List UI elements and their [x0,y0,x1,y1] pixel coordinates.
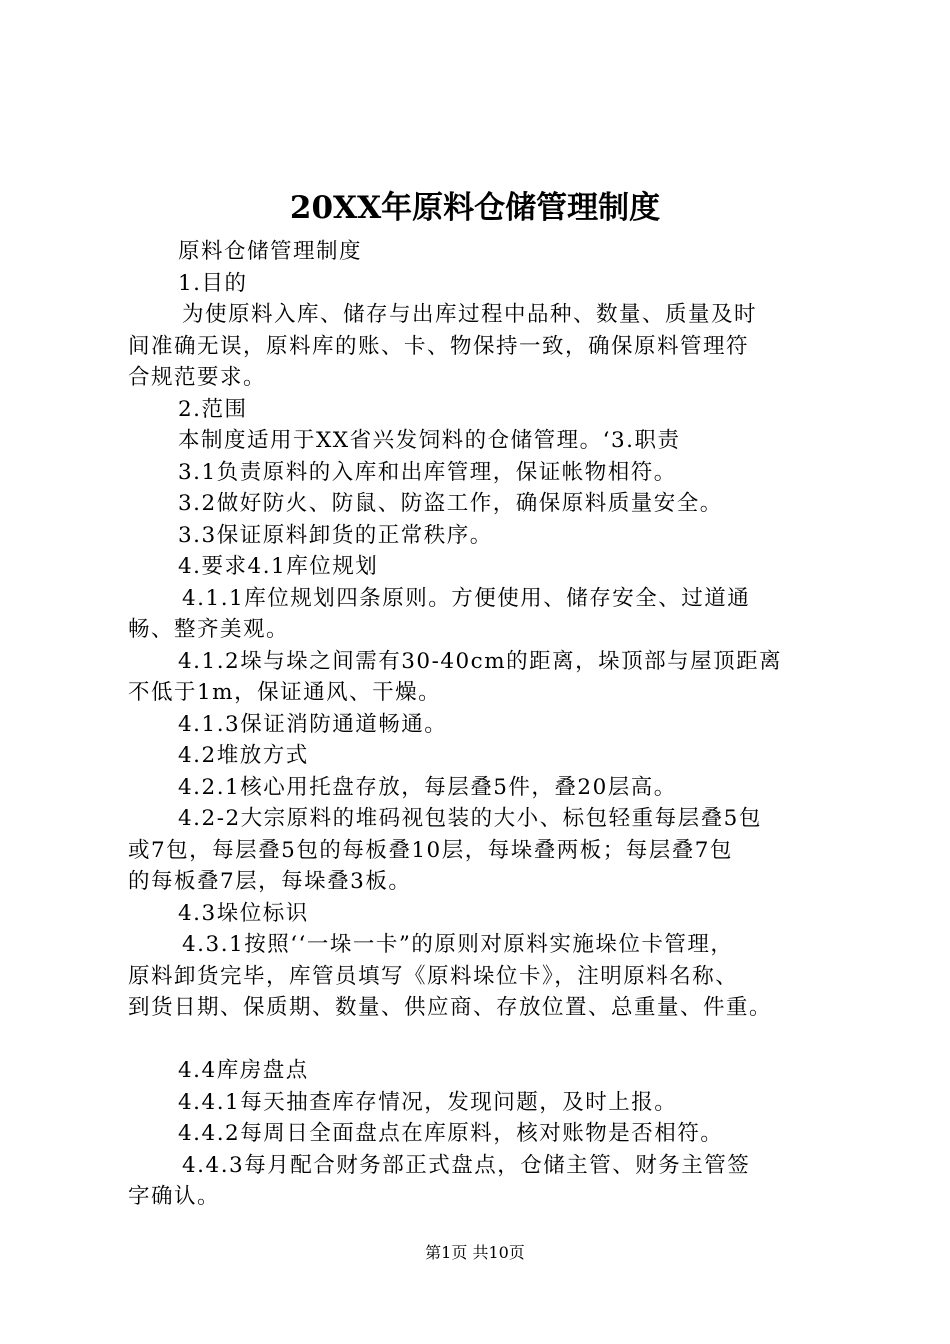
body-line: 本制度适用于XX省兴发饲料的仓储管理。‘3.职责 [178,428,681,453]
body-line: 3.3保证原料卸货的正常秩序。 [178,522,493,548]
body-line: 或7包，每层叠5包的每板叠10层，每垛叠两板；每层叠7包 [128,837,733,863]
body-line: 4.要求4.1库位规划 [178,554,379,579]
document-title: 20XX年原料仓储管理制度 [289,190,661,226]
body-line: 为使原料入库、储存与出库过程中品种、数量、质量及时 [182,302,758,327]
body-line: 合规范要求。 [128,365,267,390]
body-line: 4.2堆放方式 [178,743,309,768]
body-line: 不低于1m，保证通风、干燥。 [128,680,442,705]
body-line: 4.1.3保证消防通道畅通。 [178,711,448,737]
body-line: 4.1.1库位规划四条原则。方便使用、储存安全、过道通 [182,585,751,611]
body-line: 4.2.1核心用托盘存放，每层叠5件，叠20层高。 [178,774,677,800]
body-line: 原料卸货完毕，库管员填写《原料垛位卡》，注明原料名称、 [128,963,739,989]
body-line: 2.范围 [178,396,248,422]
body-line: 4.3垛位标识 [178,900,309,926]
body-line: 4.4库房盘点 [178,1058,309,1083]
body-line: 3.1负责原料的入库和出库管理，保证帐物相符。 [178,459,677,485]
page-number-footer: 第1页 共10页 [425,1243,525,1262]
body-line: 4.4.1每天抽查库存情况，发现问题，及时上报。 [178,1089,678,1115]
body-line: 字确认。 [128,1184,221,1209]
body-line: 4.1.2垛与垛之间需有30-40cm的距离，垛顶部与屋顶距离 [178,648,783,674]
body-line: 4.3.1按照‘‘一垛一卡”的原则对原料实施垛位卡管理， [182,932,734,957]
body-line: 畅、整齐美观。 [128,617,290,642]
document-body [128,236,838,1213]
body-line: 到货日期、保质期、数量、供应商、存放位置、总重量、件重。 [128,995,773,1020]
body-line: 间准确无误，原料库的账、卡、物保持一致，确保原料管理符 [128,333,750,359]
body-line: 4.4.3每月配合财务部正式盘点，仓储主管、财务主管签 [182,1152,751,1178]
body-line: 3.2做好防火、防鼠、防盗工作，确保原料质量安全。 [178,491,723,516]
blank-line [128,1024,838,1056]
body-line: 4.4.2每周日全面盘点在库原料，核对账物是否相符。 [178,1121,724,1146]
body-line: 原料仓储管理制度 [178,239,363,264]
body-line: 的每板叠7层，每垛叠3板。 [128,869,412,894]
body-line: 4.2-2大宗原料的堆码视包装的大小、标包轻重每层叠5包 [178,806,762,831]
body-line: 1.目的 [178,270,248,296]
